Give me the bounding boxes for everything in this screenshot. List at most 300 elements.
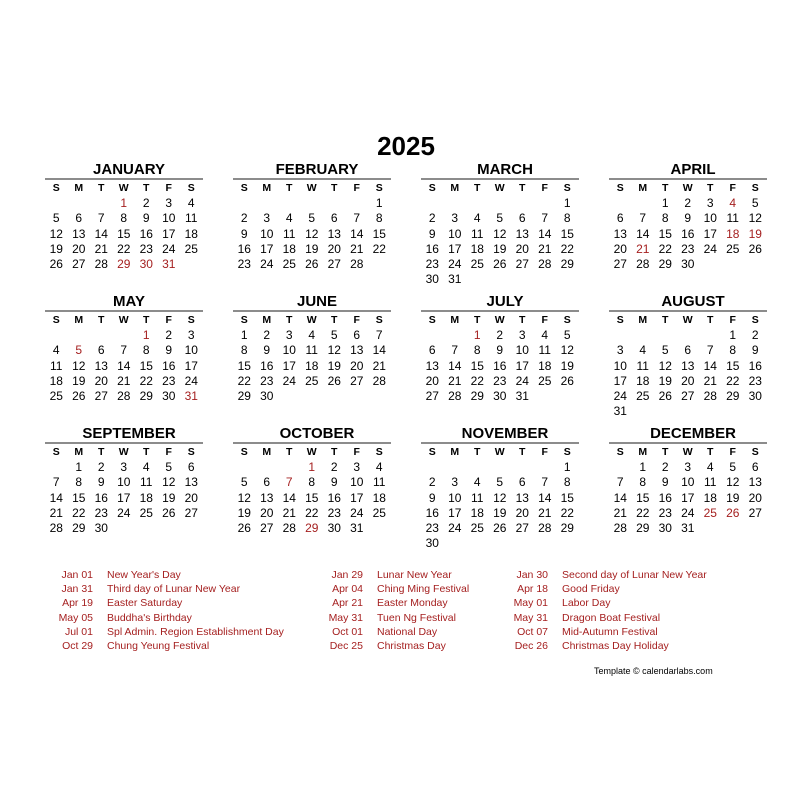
day-cell: 28 <box>538 257 552 272</box>
day-cell: 30 <box>327 521 341 536</box>
empty-day-cell <box>511 460 534 475</box>
week-row <box>233 257 391 272</box>
week-row <box>233 506 391 521</box>
weekday-label: S <box>187 446 195 458</box>
day-cell: 7 <box>375 328 383 342</box>
empty-day-cell <box>677 404 700 419</box>
weekday-label: T <box>519 314 526 326</box>
day-cell: 16 <box>493 358 507 373</box>
day-cell: 27 <box>260 521 274 536</box>
day-cell: 2 <box>661 460 669 474</box>
weekday-label: W <box>118 314 129 326</box>
day-cell: 27 <box>425 389 439 404</box>
day-cell: 21 <box>117 373 131 388</box>
day-cell: 25 <box>305 373 319 388</box>
week-row <box>421 374 579 389</box>
day-cell: 19 <box>560 358 574 373</box>
empty-day-cell <box>323 389 346 404</box>
empty-day-cell <box>534 536 557 551</box>
day-cell: 17 <box>282 358 296 373</box>
day-cell: 23 <box>658 505 672 520</box>
month-name: NOVEMBER <box>421 424 579 444</box>
weekday-header <box>233 181 391 196</box>
weekday-label: S <box>428 182 436 194</box>
day-cell: 8 <box>563 211 571 226</box>
day-cell: 17 <box>613 373 627 388</box>
empty-day-cell <box>368 257 391 272</box>
day-cell: 12 <box>327 343 341 358</box>
empty-day-cell <box>421 328 444 343</box>
week-row <box>421 196 579 211</box>
holiday-day-cell: 1 <box>308 460 316 474</box>
holiday-name: Spl Admin. Region Establishment Day <box>107 625 284 638</box>
holiday-entry <box>45 639 315 653</box>
holiday-name: Tuen Ng Festival <box>377 611 456 624</box>
day-cell: 6 <box>75 211 83 226</box>
week-row <box>45 343 203 358</box>
empty-day-cell <box>444 196 467 211</box>
day-cell: 30 <box>260 389 274 404</box>
day-cell: 22 <box>470 373 484 388</box>
day-cell: 23 <box>139 241 153 256</box>
day-cell: 20 <box>515 241 529 256</box>
weekday-label: S <box>616 182 624 194</box>
day-cell: 16 <box>681 226 695 241</box>
day-cell: 24 <box>184 373 198 388</box>
week-row <box>421 359 579 374</box>
weekday-header <box>233 445 391 460</box>
day-cell: 16 <box>139 226 153 241</box>
month-name: JULY <box>421 292 579 312</box>
day-cell: 18 <box>184 226 198 241</box>
day-cell: 5 <box>330 328 338 342</box>
weekday-header <box>45 181 203 196</box>
day-cell: 6 <box>187 460 195 474</box>
day-cell: 25 <box>636 389 650 404</box>
weekday-label: S <box>751 182 759 194</box>
day-cell: 27 <box>327 257 341 272</box>
day-cell: 26 <box>560 373 574 388</box>
empty-day-cell <box>699 328 722 343</box>
day-cell: 2 <box>428 211 436 226</box>
weekday-label: F <box>541 446 548 458</box>
week-row <box>233 460 391 475</box>
month-november <box>421 424 579 552</box>
day-cell: 31 <box>613 404 627 419</box>
holiday-entry <box>45 582 315 596</box>
day-cell: 4 <box>285 211 293 226</box>
weekday-label: M <box>74 182 84 194</box>
day-cell: 14 <box>538 490 552 505</box>
day-cell: 13 <box>327 226 341 241</box>
day-cell: 25 <box>49 389 63 404</box>
day-cell: 4 <box>142 460 150 474</box>
holiday-date: Dec 26 <box>514 639 548 652</box>
day-cell: 19 <box>305 241 319 256</box>
holiday-entry <box>315 568 500 582</box>
day-cell: 10 <box>681 475 695 490</box>
month-name: MARCH <box>421 160 579 180</box>
holiday-name: New Year's Day <box>107 569 181 581</box>
day-cell: 1 <box>240 328 248 342</box>
day-cell: 24 <box>117 505 131 520</box>
weekday-label: T <box>143 182 150 194</box>
week-row <box>233 242 391 257</box>
day-cell: 12 <box>748 211 762 226</box>
holiday-day-cell: 18 <box>726 226 740 241</box>
week-row <box>609 211 767 226</box>
day-cell: 29 <box>560 521 574 536</box>
holiday-day-cell: 25 <box>703 505 717 520</box>
week-row <box>609 328 767 343</box>
empty-day-cell <box>654 328 677 343</box>
empty-day-cell <box>90 328 113 343</box>
week-row <box>233 475 391 490</box>
day-cell: 22 <box>139 373 153 388</box>
day-cell: 2 <box>330 460 338 474</box>
day-cell: 21 <box>372 358 386 373</box>
day-cell: 15 <box>470 358 484 373</box>
day-cell: 27 <box>72 257 86 272</box>
empty-day-cell <box>534 389 557 404</box>
day-cell: 4 <box>308 328 316 342</box>
day-cell: 9 <box>751 343 759 358</box>
weekday-label: T <box>662 314 669 326</box>
day-cell: 22 <box>117 241 131 256</box>
empty-day-cell <box>278 389 301 404</box>
weekday-label: T <box>331 446 338 458</box>
day-cell: 6 <box>616 211 624 226</box>
weekday-label: S <box>52 446 60 458</box>
empty-day-cell <box>180 257 203 272</box>
day-cell: 9 <box>428 490 436 505</box>
weekday-label: M <box>638 446 648 458</box>
holiday-name: Lunar New Year <box>377 569 452 581</box>
day-cell: 9 <box>661 475 669 490</box>
day-cell: 11 <box>471 490 484 505</box>
day-cell: 20 <box>350 358 364 373</box>
day-cell: 18 <box>703 490 717 505</box>
holiday-date: Apr 04 <box>332 583 363 596</box>
day-cell: 30 <box>493 389 507 404</box>
day-cell: 13 <box>613 226 627 241</box>
day-cell: 12 <box>162 475 176 490</box>
weekday-label: T <box>331 314 338 326</box>
holiday-name: Third day of Lunar New Year <box>107 583 241 596</box>
weekday-label: S <box>375 182 383 194</box>
day-cell: 1 <box>563 460 571 474</box>
day-cell: 10 <box>117 475 131 490</box>
day-cell: 29 <box>560 257 574 272</box>
day-cell: 12 <box>560 343 574 358</box>
weekday-label: W <box>494 446 505 458</box>
empty-day-cell <box>489 536 512 551</box>
empty-day-cell <box>256 196 279 211</box>
day-cell: 28 <box>282 521 296 536</box>
weekday-label: S <box>187 314 195 326</box>
day-cell: 15 <box>117 226 131 241</box>
empty-day-cell <box>444 460 467 475</box>
day-cell: 26 <box>49 257 63 272</box>
day-cell: 6 <box>518 475 526 490</box>
day-cell: 17 <box>448 241 462 256</box>
empty-day-cell <box>45 460 68 475</box>
day-cell: 20 <box>748 490 762 505</box>
day-cell: 12 <box>237 490 251 505</box>
day-cell: 4 <box>706 460 714 474</box>
day-cell: 29 <box>726 389 740 404</box>
day-cell: 19 <box>237 505 251 520</box>
day-cell: 16 <box>260 358 274 373</box>
day-cell: 27 <box>94 389 108 404</box>
empty-day-cell <box>744 257 767 272</box>
day-cell: 12 <box>493 490 507 505</box>
day-cell: 10 <box>613 358 627 373</box>
day-cell: 15 <box>305 490 319 505</box>
empty-day-cell <box>45 328 68 343</box>
day-cell: 18 <box>49 373 63 388</box>
day-cell: 3 <box>285 328 293 342</box>
holiday-entry <box>500 639 760 653</box>
holiday-entry <box>45 611 315 625</box>
day-cell: 5 <box>165 460 173 474</box>
day-cell: 21 <box>448 373 462 388</box>
template-credit: Template © calendarlabs.com <box>594 666 713 676</box>
day-cell: 18 <box>538 358 552 373</box>
weekday-header <box>421 181 579 196</box>
week-row <box>233 374 391 389</box>
holiday-day-cell: 21 <box>636 241 650 256</box>
empty-day-cell <box>609 328 632 343</box>
empty-day-cell <box>233 460 256 475</box>
day-cell: 12 <box>493 226 507 241</box>
day-cell: 13 <box>425 358 439 373</box>
weekday-label: M <box>638 314 648 326</box>
day-cell: 10 <box>703 211 717 226</box>
week-row <box>421 536 579 551</box>
day-cell: 19 <box>72 373 86 388</box>
day-cell: 3 <box>518 328 526 342</box>
day-cell: 15 <box>658 226 672 241</box>
day-cell: 22 <box>560 241 574 256</box>
day-cell: 21 <box>49 505 63 520</box>
week-row <box>421 211 579 226</box>
day-cell: 14 <box>538 226 552 241</box>
holiday-day-cell: 5 <box>75 343 83 358</box>
holiday-entry <box>315 639 500 653</box>
weekday-label: S <box>428 446 436 458</box>
day-cell: 26 <box>493 257 507 272</box>
day-cell: 17 <box>260 241 274 256</box>
empty-day-cell <box>699 521 722 536</box>
week-row <box>609 374 767 389</box>
weekday-label: M <box>450 314 460 326</box>
day-cell: 11 <box>140 475 153 490</box>
day-cell: 8 <box>375 211 383 226</box>
day-cell: 10 <box>260 226 274 241</box>
empty-day-cell <box>609 196 632 211</box>
month-may <box>45 292 203 404</box>
holiday-name: Christmas Day <box>377 639 446 652</box>
month-july <box>421 292 579 404</box>
holiday-entry <box>45 568 315 582</box>
day-cell: 8 <box>661 211 669 226</box>
day-cell: 30 <box>162 389 176 404</box>
day-cell: 2 <box>684 196 692 210</box>
holiday-day-cell: 1 <box>120 196 128 210</box>
day-cell: 3 <box>451 475 459 490</box>
holiday-entry <box>315 596 500 610</box>
day-cell: 7 <box>120 343 128 358</box>
day-cell: 1 <box>563 196 571 210</box>
day-cell: 26 <box>658 389 672 404</box>
weekday-label: F <box>729 182 736 194</box>
day-cell: 19 <box>327 358 341 373</box>
holiday-entry <box>315 625 500 639</box>
day-cell: 8 <box>240 343 248 358</box>
weekday-label: T <box>143 314 150 326</box>
week-row <box>609 196 767 211</box>
day-cell: 17 <box>162 226 176 241</box>
day-cell: 25 <box>470 521 484 536</box>
weekday-label: F <box>541 182 548 194</box>
day-cell: 8 <box>639 475 647 490</box>
day-cell: 12 <box>305 226 319 241</box>
weekday-header <box>233 313 391 328</box>
week-row <box>421 460 579 475</box>
day-cell: 25 <box>372 505 386 520</box>
day-cell: 30 <box>658 521 672 536</box>
month-name: APRIL <box>609 160 767 180</box>
day-cell: 23 <box>681 241 695 256</box>
day-cell: 25 <box>470 257 484 272</box>
holiday-entry <box>500 596 760 610</box>
holiday-name: Christmas Day Holiday <box>562 639 669 652</box>
month-name: JUNE <box>233 292 391 312</box>
day-cell: 15 <box>372 226 386 241</box>
holiday-date: Apr 19 <box>62 597 93 610</box>
day-cell: 4 <box>473 475 481 490</box>
holiday-entry <box>500 625 760 639</box>
holiday-date: Oct 07 <box>517 625 548 638</box>
weekday-label: S <box>375 314 383 326</box>
day-cell: 2 <box>240 211 248 226</box>
day-cell: 24 <box>260 257 274 272</box>
empty-day-cell <box>256 460 279 475</box>
weekday-label: T <box>707 182 714 194</box>
day-cell: 2 <box>263 328 271 342</box>
holiday-name: Good Friday <box>562 583 620 596</box>
week-row <box>609 506 767 521</box>
holiday-day-cell: 4 <box>729 196 737 210</box>
week-row <box>421 272 579 287</box>
holiday-entry <box>500 582 760 596</box>
day-cell: 26 <box>327 373 341 388</box>
day-cell: 3 <box>706 196 714 210</box>
empty-day-cell <box>677 328 700 343</box>
empty-day-cell <box>632 404 655 419</box>
day-cell: 6 <box>353 328 361 342</box>
day-cell: 26 <box>162 505 176 520</box>
day-cell: 30 <box>681 257 695 272</box>
month-name: JANUARY <box>45 160 203 180</box>
weekday-header <box>609 313 767 328</box>
day-cell: 7 <box>541 475 549 490</box>
day-cell: 4 <box>52 343 60 358</box>
week-row <box>233 521 391 536</box>
day-cell: 30 <box>425 536 439 551</box>
holiday-date: Oct 01 <box>332 625 363 638</box>
weekday-label: F <box>165 446 172 458</box>
day-cell: 23 <box>748 373 762 388</box>
day-cell: 7 <box>541 211 549 226</box>
day-cell: 17 <box>515 358 529 373</box>
holiday-day-cell: 29 <box>117 257 131 272</box>
weekday-label: W <box>682 182 693 194</box>
holiday-entry <box>45 596 315 610</box>
holiday-date: May 31 <box>513 611 548 624</box>
day-cell: 23 <box>493 373 507 388</box>
week-row <box>45 211 203 226</box>
day-cell: 29 <box>470 389 484 404</box>
day-cell: 16 <box>425 241 439 256</box>
day-cell: 18 <box>636 373 650 388</box>
empty-day-cell <box>466 272 489 287</box>
day-cell: 4 <box>541 328 549 342</box>
holiday-day-cell: 7 <box>285 475 293 490</box>
weekday-label: T <box>662 182 669 194</box>
day-cell: 10 <box>162 211 176 226</box>
day-cell: 20 <box>681 373 695 388</box>
day-cell: 3 <box>616 343 624 358</box>
day-cell: 6 <box>330 211 338 226</box>
day-cell: 16 <box>162 358 176 373</box>
weekday-header <box>45 313 203 328</box>
day-cell: 24 <box>162 241 176 256</box>
holiday-day-cell: 31 <box>184 389 198 404</box>
empty-day-cell <box>346 389 369 404</box>
week-row <box>233 359 391 374</box>
empty-day-cell <box>466 460 489 475</box>
day-cell: 8 <box>308 475 316 490</box>
day-cell: 4 <box>375 460 383 474</box>
day-cell: 8 <box>563 475 571 490</box>
month-name: OCTOBER <box>233 424 391 444</box>
weekday-label: M <box>74 314 84 326</box>
week-row <box>45 257 203 272</box>
weekday-label: M <box>262 314 272 326</box>
day-cell: 2 <box>142 196 150 210</box>
day-cell: 21 <box>613 505 627 520</box>
year-title: 2025 <box>377 131 435 161</box>
empty-day-cell <box>90 196 113 211</box>
day-cell: 27 <box>515 521 529 536</box>
week-row <box>609 343 767 358</box>
weekday-label: W <box>306 182 317 194</box>
day-cell: 15 <box>139 358 153 373</box>
day-cell: 14 <box>282 490 296 505</box>
day-cell: 4 <box>639 343 647 358</box>
holiday-day-cell: 30 <box>139 257 153 272</box>
day-cell: 24 <box>350 505 364 520</box>
day-cell: 4 <box>187 196 195 210</box>
day-cell: 5 <box>308 211 316 226</box>
empty-day-cell <box>113 328 136 343</box>
day-cell: 14 <box>49 490 63 505</box>
day-cell: 13 <box>94 358 108 373</box>
empty-day-cell <box>654 404 677 419</box>
day-cell: 18 <box>139 490 153 505</box>
